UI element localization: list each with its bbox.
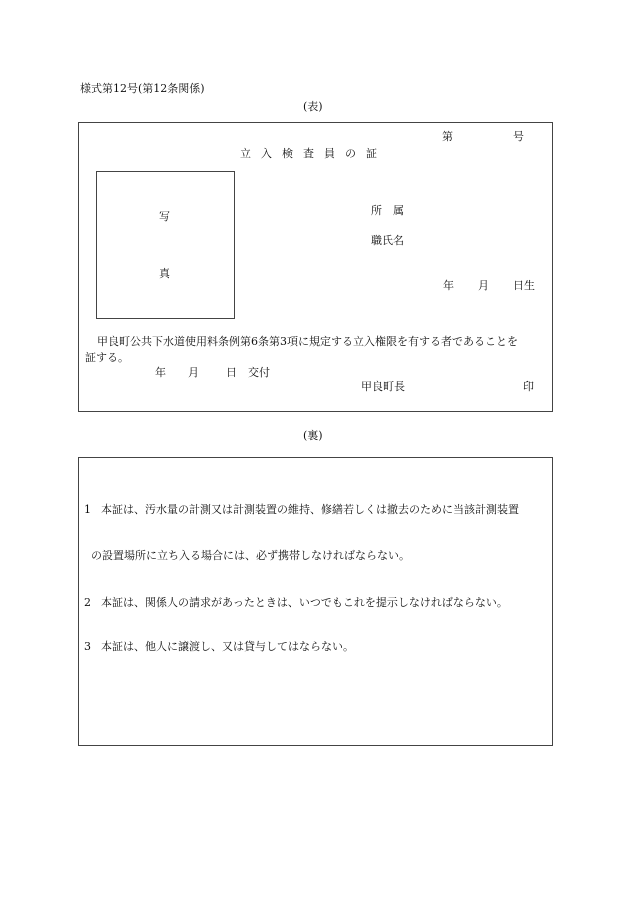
name-label: 職氏名 (371, 234, 404, 247)
photo-char-1: 写 (159, 210, 170, 223)
number-suffix: 号 (513, 130, 524, 143)
item1-text-line2: の設置場所に立ち入る場合には、必ず携帯しなければならない。 (91, 549, 410, 562)
item3-text: 本証は、他人に譲渡し、又は貸与してはならない。 (101, 640, 354, 653)
item1-number: 1 (84, 503, 91, 516)
number-prefix: 第 (442, 130, 453, 143)
issue-year-label: 年 (155, 366, 166, 379)
photo-char-2: 真 (159, 267, 170, 280)
back-side-label: (裏) (303, 429, 323, 442)
issue-month-label: 月 (188, 366, 199, 379)
birth-month-label: 月 (478, 279, 489, 292)
item2-text: 本証は、関係人の請求があったときは、いつでもこれを提示しなければならない。 (101, 596, 508, 609)
photo-box (96, 171, 235, 319)
card-title: 立入検査員の証 (240, 147, 387, 160)
affiliation-label: 所 属 (371, 204, 404, 217)
issuer-name: 甲良町長 (361, 380, 405, 393)
birth-year-label: 年 (443, 279, 454, 292)
birth-day-label: 日生 (513, 279, 535, 292)
seal-mark: 印 (523, 380, 534, 393)
certification-text-line1: 甲良町公共下水道使用料条例第6条第3項に規定する立入権限を有する者であることを (97, 335, 518, 348)
issue-label: 交付 (248, 366, 270, 379)
certification-text-line2: 証する。 (85, 351, 129, 364)
issue-day-label: 日 (226, 366, 237, 379)
form-number: 様式第12号(第12条関係) (80, 82, 205, 95)
item1-text-line1: 本証は、汚水量の計測又は計測装置の維持、修繕若しくは撤去のために当該計測装置 (101, 503, 519, 516)
item2-number: 2 (84, 596, 91, 609)
front-side-label: (表) (303, 100, 323, 113)
item3-number: 3 (84, 640, 91, 653)
